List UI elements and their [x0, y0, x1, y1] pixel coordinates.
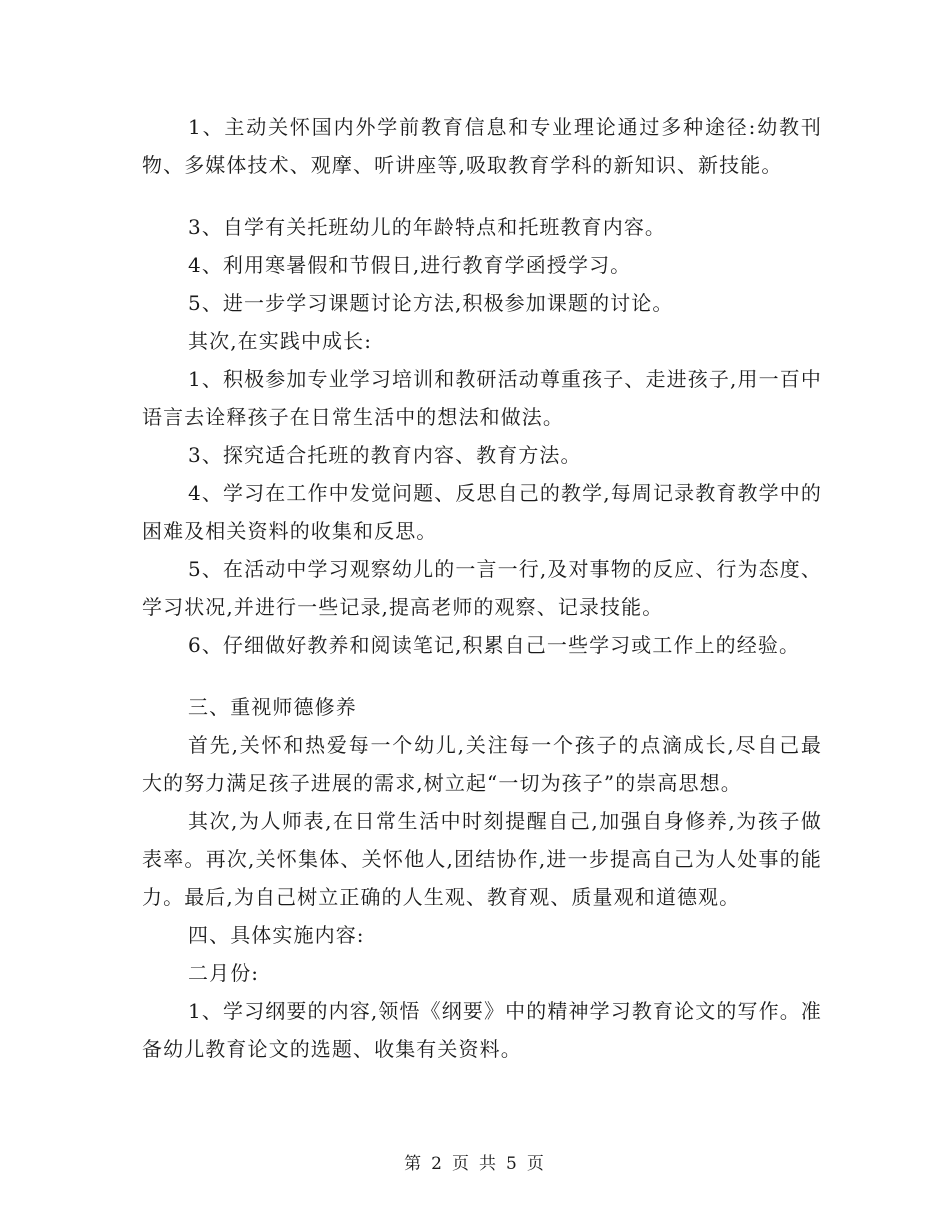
page-number-footer	[0, 1152, 950, 1176]
section-heading: 三、重视师德修养	[188, 695, 357, 719]
footer-suffix: 页	[526, 1154, 546, 1174]
footer-page-label: 页	[452, 1154, 471, 1174]
document-body	[142, 108, 822, 1068]
paragraph: 首先,关怀和热爱每一个幼儿,关注每一个孩子的点滴成长,尽自己最大的努力满足孩子进展的需求,树立起“一切为孩子”的崇高思想。	[142, 733, 822, 795]
paragraph: 二月份:	[188, 961, 260, 985]
paragraph: 其次,为人师表,在日常生活中时刻提醒自己,加强自身修养,为孩子做表率。再次,关怀集体、关怀他人,团结协作,进一步提高自己为人处事的能力。最后,为自己树立正确的人生观、教育观、质量观和道德观。	[142, 809, 822, 909]
paragraph: 3、自学有关托班幼儿的年龄特点和托班教育内容。	[188, 215, 667, 239]
paragraph: 3、探究适合托班的教育内容、教育方法。	[188, 443, 582, 467]
paragraph: 5、在活动中学习观察幼儿的一言一行,及对事物的反应、行为态度、学习状况,并进行一些记录,提高老师的观察、记录技能。	[142, 557, 822, 619]
footer-prefix: 第	[404, 1154, 424, 1174]
section-heading: 四、具体实施内容:	[188, 923, 365, 947]
total-page-count: 5	[506, 1154, 519, 1174]
footer-total-label: 共	[479, 1154, 498, 1174]
paragraph: 1、学习纲要的内容,领悟《纲要》中的精神学习教育论文的写作。准备幼儿教育论文的选题、收集有关资料。	[142, 999, 822, 1061]
current-page-number: 2	[431, 1154, 444, 1174]
paragraph: 4、利用寒暑假和节假日,进行教育学函授学习。	[188, 253, 632, 277]
paragraph: 4、学习在工作中发觉问题、反思自己的教学,每周记录教育教学中的困难及相关资料的收集和反思。	[142, 481, 822, 543]
paragraph: 6、仔细做好教养和阅读笔记,积累自己一些学习或工作上的经验。	[188, 633, 801, 657]
paragraph: 其次,在实践中成长:	[188, 329, 373, 353]
paragraph: 1、积极参加专业学习培训和教研活动尊重孩子、走进孩子,用一百中语言去诠释孩子在日常生活中的想法和做法。	[142, 367, 822, 429]
paragraph: 5、进一步学习课题讨论方法,积极参加课题的讨论。	[188, 291, 674, 315]
paragraph: 1、主动关怀国内外学前教育信息和专业理论通过多种途径:幼教刊物、多媒体技术、观摩、听讲座等,吸取教育学科的新知识、新技能。	[142, 115, 822, 177]
